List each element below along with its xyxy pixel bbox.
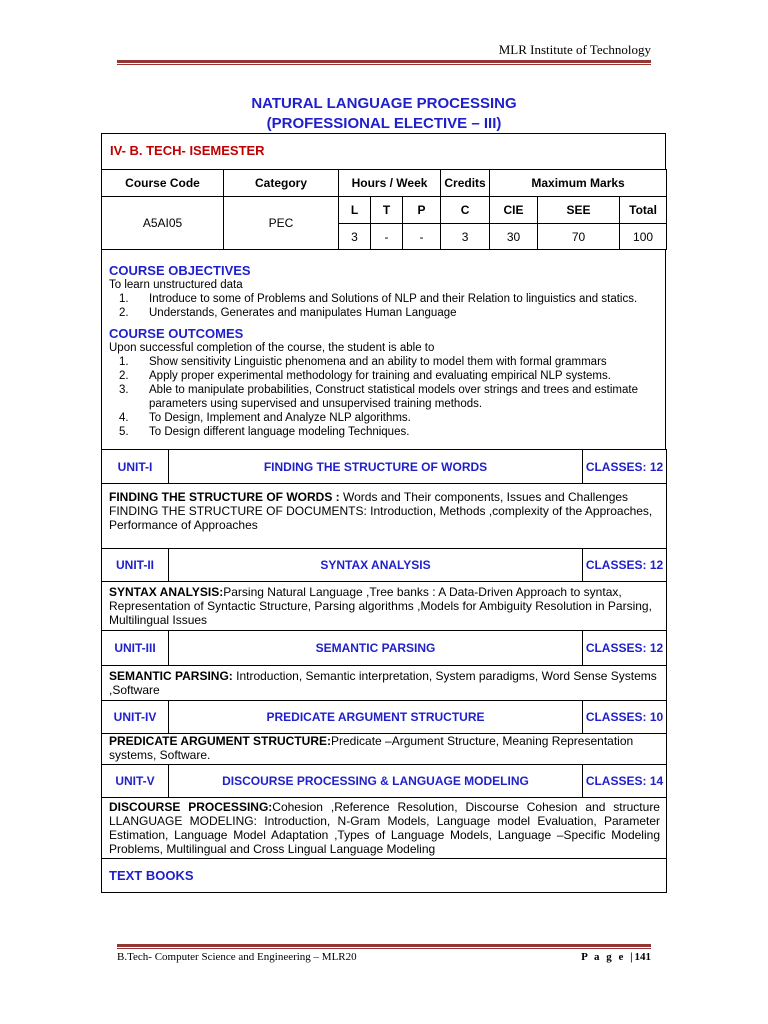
footer-rule <box>117 944 651 947</box>
list-item: 2. Understands, Generates and manipulates Human Language <box>119 307 457 319</box>
units-table <box>101 449 667 893</box>
unit-classes: CLASSES: 12 <box>583 631 667 666</box>
header-rule-thin <box>117 64 651 65</box>
unit-description: DISCOURSE PROCESSING:Cohesion ,Reference Resolution, Discourse Cohesion and structure LLANGUAGE MODELING: Introduction, N-Gram Models, Language model Evaluation, Parameter Estimation, Language Model Adaptation ,Types of Language Models, Language –Specific Modeling Problems, Multilingual and Cross Lingual Language Modeling <box>102 798 667 859</box>
footer-program: B.Tech- Computer Science and Engineering – MLR20 <box>117 951 357 963</box>
credits-header: Credits <box>441 170 490 197</box>
semester-label: IV- B. TECH- ISEMESTER <box>110 143 265 158</box>
credit-header: C <box>441 197 490 224</box>
list-item: 2. Apply proper experimental methodology for training and evaluating empirical NLP systems. <box>119 370 611 382</box>
tutorial-value: - <box>371 224 403 250</box>
unit-classes: CLASSES: 12 <box>583 450 667 484</box>
course-code-header: Course Code <box>102 170 224 197</box>
objectives-outcomes-box <box>101 249 666 450</box>
cie-header: CIE <box>490 197 538 224</box>
course-code-value: A5AI05 <box>102 197 224 250</box>
unit-description: SEMANTIC PARSING: Introduction, Semantic interpretation, System paradigms, Word Sense Systems ,Software <box>102 666 667 701</box>
list-item: 4. To Design, Implement and Analyze NLP algorithms. <box>119 412 411 424</box>
credit-value: 3 <box>441 224 490 250</box>
header-rule <box>117 60 651 63</box>
objectives-intro: To learn unstructured data <box>109 279 243 291</box>
course-subtitle: (PROFESSIONAL ELECTIVE – III) <box>266 115 502 132</box>
unit-title: DISCOURSE PROCESSING & LANGUAGE MODELING <box>169 765 583 798</box>
maximum-marks-header: Maximum Marks <box>490 170 667 197</box>
category-header: Category <box>224 170 339 197</box>
lecture-value: 3 <box>339 224 371 250</box>
unit-description: FINDING THE STRUCTURE OF WORDS : Words and Their components, Issues and Challenges FINDING THE STRUCTURE OF DOCUMENTS: Introduction, Methods ,complexity of the Approaches, Performance of Approaches <box>102 484 667 549</box>
list-item: 1. Introduce to some of Problems and Solutions of NLP and their Relation to linguistics and statics. <box>119 293 638 305</box>
tutorial-header: T <box>371 197 403 224</box>
practical-value: - <box>403 224 441 250</box>
see-header: SEE <box>538 197 620 224</box>
objectives-list <box>109 292 657 320</box>
course-objectives-heading: COURSE OBJECTIVES <box>109 263 251 278</box>
see-value: 70 <box>538 224 620 250</box>
outcomes-list <box>109 355 657 439</box>
category-value: PEC <box>224 197 339 250</box>
total-value: 100 <box>620 224 667 250</box>
unit-classes: CLASSES: 10 <box>583 701 667 734</box>
unit-description: PREDICATE ARGUMENT STRUCTURE:Predicate –Argument Structure, Meaning Representation systems, Software. <box>102 734 667 765</box>
list-item: 5. To Design different language modeling Techniques. <box>119 426 410 438</box>
unit-classes: CLASSES: 12 <box>583 549 667 582</box>
header-institute: MLR Institute of Technology <box>498 42 651 57</box>
unit-label: UNIT-V <box>102 765 169 798</box>
total-header: Total <box>620 197 667 224</box>
course-table <box>101 169 667 250</box>
cie-value: 30 <box>490 224 538 250</box>
unit-description: SYNTAX ANALYSIS:Parsing Natural Language ,Tree banks : A Data-Driven Approach to syntax, Representation of Syntactic Structure, Parsing algorithms ,Models for Ambiguity Resolution in Parsing, Multilingual Issues <box>102 582 667 631</box>
hours-week-header: Hours / Week <box>339 170 441 197</box>
semester-box <box>101 133 666 170</box>
list-item: 1. Show sensitivity Linguistic phenomena and an ability to model them with formal grammars <box>119 356 607 368</box>
lecture-header: L <box>339 197 371 224</box>
footer-page: P a g e |141 <box>581 951 651 963</box>
text-books-heading: TEXT BOOKS <box>109 868 194 883</box>
unit-classes: CLASSES: 14 <box>583 765 667 798</box>
unit-title: SYNTAX ANALYSIS <box>169 549 583 582</box>
list-item: 3. Able to manipulate probabilities, Construct statistical models over strings and trees and estimate parameters using supervised and unsupervised training methods. <box>119 384 638 410</box>
outcomes-intro: Upon successful completion of the course, the student is able to <box>109 342 435 354</box>
footer-rule-thin <box>117 948 651 949</box>
unit-title: PREDICATE ARGUMENT STRUCTURE <box>169 701 583 734</box>
unit-label: UNIT-III <box>102 631 169 666</box>
unit-label: UNIT-IV <box>102 701 169 734</box>
text-books-cell <box>102 859 667 893</box>
page-number: 141 <box>634 951 651 963</box>
course-title: NATURAL LANGUAGE PROCESSING <box>251 95 517 112</box>
unit-label: UNIT-I <box>102 450 169 484</box>
unit-label: UNIT-II <box>102 549 169 582</box>
practical-header: P <box>403 197 441 224</box>
unit-title: FINDING THE STRUCTURE OF WORDS <box>169 450 583 484</box>
unit-title: SEMANTIC PARSING <box>169 631 583 666</box>
course-outcomes-heading: COURSE OUTCOMES <box>109 326 244 341</box>
